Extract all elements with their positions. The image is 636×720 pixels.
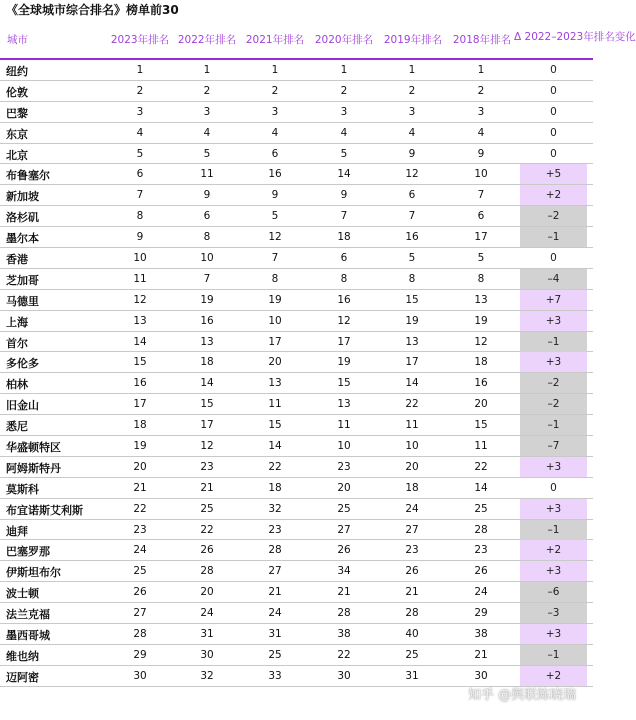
rank-2020: 22 bbox=[337, 648, 351, 661]
rank-2021: 5 bbox=[271, 210, 279, 223]
table-row bbox=[0, 603, 593, 624]
rank-2020: 11 bbox=[337, 419, 351, 432]
rank-2023: 14 bbox=[133, 335, 147, 348]
ranking-table bbox=[0, 60, 593, 687]
rank-2019: 20 bbox=[405, 460, 419, 473]
rank-2023: 30 bbox=[133, 669, 147, 682]
rank-2022: 31 bbox=[200, 628, 214, 641]
rank-2019: 4 bbox=[408, 126, 416, 139]
rank-2018: 7 bbox=[477, 189, 485, 202]
header-2021: 2021年排名 bbox=[245, 34, 305, 46]
rank-2023: 5 bbox=[136, 147, 144, 160]
city-name: 布鲁塞尔 bbox=[6, 169, 50, 183]
rank-2019: 25 bbox=[405, 648, 419, 661]
table-row bbox=[0, 290, 593, 311]
rank-2020: 16 bbox=[337, 293, 351, 306]
rank-2018: 24 bbox=[474, 586, 488, 599]
rank-2018: 17 bbox=[474, 231, 488, 244]
city-name: 伦敦 bbox=[6, 85, 28, 99]
rank-2019: 12 bbox=[405, 168, 419, 181]
city-name: 迪拜 bbox=[6, 524, 28, 538]
rank-2021: 6 bbox=[271, 147, 279, 160]
rank-2022: 3 bbox=[203, 105, 211, 118]
rank-2021: 23 bbox=[268, 523, 282, 536]
rank-change: –3 bbox=[520, 603, 587, 623]
rank-2018: 5 bbox=[477, 252, 485, 265]
rank-2018: 10 bbox=[474, 168, 488, 181]
rank-change: –1 bbox=[520, 227, 587, 247]
rank-2020: 5 bbox=[340, 147, 348, 160]
rank-2018: 23 bbox=[474, 544, 488, 557]
rank-2022: 25 bbox=[200, 502, 214, 515]
rank-2018: 13 bbox=[474, 293, 488, 306]
rank-2022: 22 bbox=[200, 523, 214, 536]
rank-2018: 20 bbox=[474, 398, 488, 411]
table-row bbox=[0, 457, 593, 478]
rank-2018: 12 bbox=[474, 335, 488, 348]
rank-2022: 7 bbox=[203, 272, 211, 285]
rank-2020: 27 bbox=[337, 523, 351, 536]
rank-2022: 19 bbox=[200, 293, 214, 306]
rank-2018: 3 bbox=[477, 105, 485, 118]
rank-2018: 18 bbox=[474, 356, 488, 369]
rank-change: 0 bbox=[550, 252, 557, 265]
rank-2023: 27 bbox=[133, 607, 147, 620]
rank-2021: 31 bbox=[268, 628, 282, 641]
rank-change: +2 bbox=[520, 185, 587, 205]
city-name: 华盛顿特区 bbox=[6, 441, 61, 455]
rank-2019: 21 bbox=[405, 586, 419, 599]
rank-2021: 10 bbox=[268, 314, 282, 327]
rank-2020: 2 bbox=[340, 84, 348, 97]
city-name: 巴塞罗那 bbox=[6, 545, 50, 559]
table-header bbox=[0, 28, 636, 60]
rank-2019: 17 bbox=[405, 356, 419, 369]
rank-change: +3 bbox=[520, 499, 587, 519]
rank-change: +3 bbox=[520, 352, 587, 372]
table-row bbox=[0, 332, 593, 353]
city-name: 莫斯科 bbox=[6, 482, 39, 496]
table-row bbox=[0, 415, 593, 436]
rank-change: –4 bbox=[520, 269, 587, 289]
city-name: 柏林 bbox=[6, 378, 28, 392]
table-row bbox=[0, 185, 593, 206]
rank-2022: 9 bbox=[203, 189, 211, 202]
rank-2019: 5 bbox=[408, 252, 416, 265]
rank-2019: 2 bbox=[408, 84, 416, 97]
rank-2018: 21 bbox=[474, 648, 488, 661]
header-delta: Δ 2022–2023年排名变化 bbox=[514, 31, 636, 43]
rank-change: –7 bbox=[520, 436, 587, 456]
rank-2022: 23 bbox=[200, 460, 214, 473]
header-2020: 2020年排名 bbox=[314, 34, 374, 46]
rank-change: +3 bbox=[520, 624, 587, 644]
rank-2019: 31 bbox=[405, 669, 419, 682]
rank-2021: 13 bbox=[268, 377, 282, 390]
table-row bbox=[0, 394, 593, 415]
rank-2022: 20 bbox=[200, 586, 214, 599]
rank-2018: 9 bbox=[477, 147, 485, 160]
rank-2020: 18 bbox=[337, 231, 351, 244]
rank-2019: 1 bbox=[408, 64, 416, 76]
rank-2021: 32 bbox=[268, 502, 282, 515]
city-name: 墨尔本 bbox=[6, 232, 39, 246]
city-name: 香港 bbox=[6, 253, 28, 267]
city-name: 维也纳 bbox=[6, 649, 39, 663]
table-row bbox=[0, 582, 593, 603]
city-name: 波士顿 bbox=[6, 587, 39, 601]
rank-2023: 11 bbox=[133, 272, 147, 285]
rank-2022: 13 bbox=[200, 335, 214, 348]
table-row bbox=[0, 227, 593, 248]
rank-2021: 25 bbox=[268, 648, 282, 661]
table-row bbox=[0, 645, 593, 666]
rank-2023: 26 bbox=[133, 586, 147, 599]
rank-2019: 15 bbox=[405, 293, 419, 306]
city-name: 芝加哥 bbox=[6, 273, 39, 287]
rank-change: 0 bbox=[550, 147, 557, 160]
rank-2021: 12 bbox=[268, 231, 282, 244]
rank-2023: 16 bbox=[133, 377, 147, 390]
rank-2022: 32 bbox=[200, 669, 214, 682]
rank-2019: 11 bbox=[405, 419, 419, 432]
header-2018: 2018年排名 bbox=[452, 34, 512, 46]
rank-2021: 14 bbox=[268, 440, 282, 453]
rank-2020: 28 bbox=[337, 607, 351, 620]
city-name: 上海 bbox=[6, 315, 28, 329]
rank-2023: 24 bbox=[133, 544, 147, 557]
rank-2019: 26 bbox=[405, 565, 419, 578]
city-name: 东京 bbox=[6, 127, 28, 141]
table-row bbox=[0, 102, 593, 123]
city-name: 北京 bbox=[6, 148, 28, 162]
rank-change: 0 bbox=[550, 126, 557, 139]
rank-2018: 15 bbox=[474, 419, 488, 432]
city-name: 悉尼 bbox=[6, 420, 28, 434]
header-2019: 2019年排名 bbox=[383, 34, 443, 46]
rank-2019: 6 bbox=[408, 189, 416, 202]
rank-2020: 21 bbox=[337, 586, 351, 599]
rank-change: +3 bbox=[520, 311, 587, 331]
rank-2020: 3 bbox=[340, 105, 348, 118]
table-row bbox=[0, 540, 593, 561]
rank-2023: 10 bbox=[133, 252, 147, 265]
table-row bbox=[0, 624, 593, 645]
rank-2018: 4 bbox=[477, 126, 485, 139]
city-name: 旧金山 bbox=[6, 399, 39, 413]
rank-change: –2 bbox=[520, 394, 587, 414]
table-row bbox=[0, 206, 593, 227]
table-row bbox=[0, 144, 593, 165]
rank-2020: 10 bbox=[337, 440, 351, 453]
rank-2020: 13 bbox=[337, 398, 351, 411]
rank-2019: 18 bbox=[405, 481, 419, 494]
rank-2020: 38 bbox=[337, 628, 351, 641]
rank-2022: 24 bbox=[200, 607, 214, 620]
rank-2018: 14 bbox=[474, 481, 488, 494]
rank-2021: 18 bbox=[268, 481, 282, 494]
rank-2021: 22 bbox=[268, 460, 282, 473]
rank-2022: 6 bbox=[203, 210, 211, 223]
table-row bbox=[0, 373, 593, 394]
table-row bbox=[0, 81, 593, 102]
rank-2023: 25 bbox=[133, 565, 147, 578]
rank-2022: 17 bbox=[200, 419, 214, 432]
rank-2020: 9 bbox=[340, 189, 348, 202]
rank-2022: 2 bbox=[203, 84, 211, 97]
rank-2018: 38 bbox=[474, 628, 488, 641]
table-row bbox=[0, 352, 593, 373]
table-row bbox=[0, 478, 593, 499]
page-title: 《全球城市综合排名》榜单前30 bbox=[6, 3, 179, 17]
rank-2020: 4 bbox=[340, 126, 348, 139]
rank-2023: 18 bbox=[133, 419, 147, 432]
rank-2023: 23 bbox=[133, 523, 147, 536]
rank-2023: 28 bbox=[133, 628, 147, 641]
city-name: 伊斯坦布尔 bbox=[6, 566, 61, 580]
rank-change: –1 bbox=[520, 520, 587, 540]
header-2023: 2023年排名 bbox=[110, 34, 170, 46]
rank-2019: 19 bbox=[405, 314, 419, 327]
rank-2020: 25 bbox=[337, 502, 351, 515]
rank-2018: 19 bbox=[474, 314, 488, 327]
rank-2019: 28 bbox=[405, 607, 419, 620]
table-row bbox=[0, 269, 593, 290]
rank-2022: 28 bbox=[200, 565, 214, 578]
rank-2018: 22 bbox=[474, 460, 488, 473]
rank-2020: 19 bbox=[337, 356, 351, 369]
table-row bbox=[0, 311, 593, 332]
city-name: 法兰克福 bbox=[6, 608, 50, 622]
rank-2020: 20 bbox=[337, 481, 351, 494]
rank-2023: 3 bbox=[136, 105, 144, 118]
rank-2019: 27 bbox=[405, 523, 419, 536]
city-name: 纽约 bbox=[6, 65, 28, 78]
rank-2019: 10 bbox=[405, 440, 419, 453]
rank-2021: 21 bbox=[268, 586, 282, 599]
city-name: 墨西哥城 bbox=[6, 629, 50, 643]
rank-2018: 28 bbox=[474, 523, 488, 536]
rank-change: –1 bbox=[520, 415, 587, 435]
rank-2021: 4 bbox=[271, 126, 279, 139]
rank-2020: 17 bbox=[337, 335, 351, 348]
rank-change: +2 bbox=[520, 666, 587, 686]
rank-change: 0 bbox=[550, 64, 557, 76]
rank-2019: 23 bbox=[405, 544, 419, 557]
rank-change: –1 bbox=[520, 332, 587, 352]
rank-2018: 1 bbox=[477, 64, 485, 76]
rank-2023: 13 bbox=[133, 314, 147, 327]
header-2022: 2022年排名 bbox=[177, 34, 237, 46]
rank-2023: 17 bbox=[133, 398, 147, 411]
rank-2021: 20 bbox=[268, 356, 282, 369]
rank-2023: 21 bbox=[133, 481, 147, 494]
rank-change: 0 bbox=[550, 84, 557, 97]
rank-2023: 9 bbox=[136, 231, 144, 244]
rank-2019: 40 bbox=[405, 628, 419, 641]
rank-2023: 19 bbox=[133, 440, 147, 453]
rank-2018: 8 bbox=[477, 272, 485, 285]
rank-2019: 8 bbox=[408, 272, 416, 285]
rank-change: +3 bbox=[520, 457, 587, 477]
rank-2022: 10 bbox=[200, 252, 214, 265]
rank-2020: 8 bbox=[340, 272, 348, 285]
table-row bbox=[0, 248, 593, 269]
city-name: 首尔 bbox=[6, 336, 28, 350]
rank-2022: 30 bbox=[200, 648, 214, 661]
rank-change: –2 bbox=[520, 206, 587, 226]
table-row bbox=[0, 520, 593, 541]
rank-2022: 1 bbox=[203, 64, 211, 76]
rank-2021: 24 bbox=[268, 607, 282, 620]
rank-2022: 18 bbox=[200, 356, 214, 369]
rank-2021: 27 bbox=[268, 565, 282, 578]
rank-2023: 29 bbox=[133, 648, 147, 661]
rank-2020: 6 bbox=[340, 252, 348, 265]
rank-2023: 12 bbox=[133, 293, 147, 306]
rank-2021: 8 bbox=[271, 272, 279, 285]
rank-2019: 13 bbox=[405, 335, 419, 348]
city-name: 洛杉矶 bbox=[6, 211, 39, 225]
rank-2018: 30 bbox=[474, 669, 488, 682]
rank-2020: 14 bbox=[337, 168, 351, 181]
rank-2018: 29 bbox=[474, 607, 488, 620]
city-name: 马德里 bbox=[6, 294, 39, 308]
watermark: 知乎 @舆联陈晓瑞 bbox=[468, 688, 577, 703]
table-row bbox=[0, 60, 593, 81]
rank-2022: 21 bbox=[200, 481, 214, 494]
rank-2020: 34 bbox=[337, 565, 351, 578]
rank-2023: 20 bbox=[133, 460, 147, 473]
rank-2023: 7 bbox=[136, 189, 144, 202]
rank-2023: 6 bbox=[136, 168, 144, 181]
rank-2022: 26 bbox=[200, 544, 214, 557]
rank-2019: 7 bbox=[408, 210, 416, 223]
rank-2022: 12 bbox=[200, 440, 214, 453]
rank-2023: 2 bbox=[136, 84, 144, 97]
rank-2019: 24 bbox=[405, 502, 419, 515]
header-city: 城市 bbox=[7, 34, 28, 46]
rank-change: 0 bbox=[550, 481, 557, 494]
rank-change: +7 bbox=[520, 290, 587, 310]
city-name: 布宜诺斯艾利斯 bbox=[6, 503, 83, 517]
rank-2022: 5 bbox=[203, 147, 211, 160]
rank-change: 0 bbox=[550, 105, 557, 118]
rank-2021: 3 bbox=[271, 105, 279, 118]
rank-change: +5 bbox=[520, 164, 587, 184]
city-name: 巴黎 bbox=[6, 106, 28, 120]
rank-2020: 12 bbox=[337, 314, 351, 327]
table-row bbox=[0, 164, 593, 185]
rank-2023: 15 bbox=[133, 356, 147, 369]
rank-2021: 28 bbox=[268, 544, 282, 557]
rank-2018: 25 bbox=[474, 502, 488, 515]
rank-2022: 15 bbox=[200, 398, 214, 411]
rank-2019: 16 bbox=[405, 231, 419, 244]
rank-change: +2 bbox=[520, 540, 587, 560]
rank-2022: 4 bbox=[203, 126, 211, 139]
rank-2020: 23 bbox=[337, 460, 351, 473]
rank-2021: 19 bbox=[268, 293, 282, 306]
rank-2018: 26 bbox=[474, 565, 488, 578]
rank-change: –2 bbox=[520, 373, 587, 393]
rank-2022: 16 bbox=[200, 314, 214, 327]
rank-2021: 2 bbox=[271, 84, 279, 97]
city-name: 迈阿密 bbox=[6, 670, 39, 684]
table-row bbox=[0, 436, 593, 457]
rank-2021: 33 bbox=[268, 669, 282, 682]
rank-2022: 14 bbox=[200, 377, 214, 390]
rank-2021: 11 bbox=[268, 398, 282, 411]
rank-2019: 9 bbox=[408, 147, 416, 160]
city-name: 新加坡 bbox=[6, 190, 39, 204]
rank-2018: 2 bbox=[477, 84, 485, 97]
rank-2023: 22 bbox=[133, 502, 147, 515]
city-name: 阿姆斯特丹 bbox=[6, 461, 61, 475]
rank-2018: 11 bbox=[474, 440, 488, 453]
rank-2020: 15 bbox=[337, 377, 351, 390]
rank-2023: 8 bbox=[136, 210, 144, 223]
rank-2021: 16 bbox=[268, 168, 282, 181]
rank-2023: 1 bbox=[136, 64, 144, 76]
rank-change: –6 bbox=[520, 582, 587, 602]
table-row bbox=[0, 499, 593, 520]
rank-2021: 7 bbox=[271, 252, 279, 265]
rank-2020: 1 bbox=[340, 64, 348, 76]
rank-2023: 4 bbox=[136, 126, 144, 139]
table-row bbox=[0, 123, 593, 144]
rank-change: –1 bbox=[520, 645, 587, 665]
rank-2022: 11 bbox=[200, 168, 214, 181]
rank-2019: 3 bbox=[408, 105, 416, 118]
rank-2019: 14 bbox=[405, 377, 419, 390]
rank-2018: 16 bbox=[474, 377, 488, 390]
rank-2018: 6 bbox=[477, 210, 485, 223]
rank-2020: 30 bbox=[337, 669, 351, 682]
rank-2020: 26 bbox=[337, 544, 351, 557]
rank-2019: 22 bbox=[405, 398, 419, 411]
rank-2021: 1 bbox=[271, 64, 279, 76]
rank-2021: 9 bbox=[271, 189, 279, 202]
rank-2021: 15 bbox=[268, 419, 282, 432]
rank-2020: 7 bbox=[340, 210, 348, 223]
table-row bbox=[0, 561, 593, 582]
rank-change: +3 bbox=[520, 561, 587, 581]
rank-2021: 17 bbox=[268, 335, 282, 348]
rank-2022: 8 bbox=[203, 231, 211, 244]
city-name: 多伦多 bbox=[6, 357, 39, 371]
